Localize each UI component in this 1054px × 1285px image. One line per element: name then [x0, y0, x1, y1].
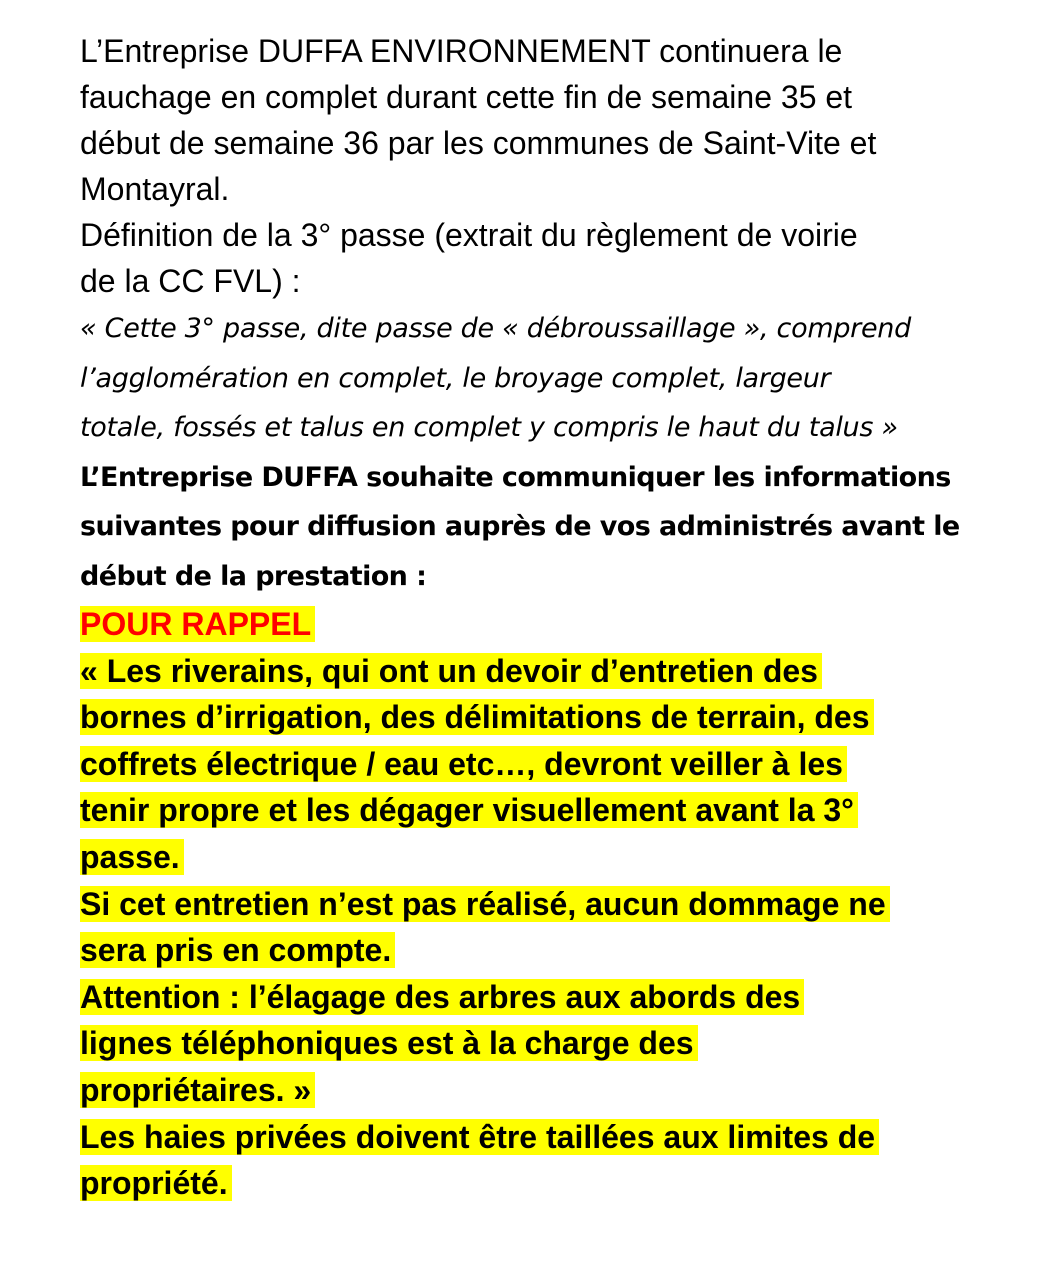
reminder-line: bornes d’irrigation, des délimitations de terrain, des — [80, 694, 1010, 741]
reminder-line: sera pris en compte. — [80, 927, 1010, 974]
reminder-section — [80, 601, 1010, 1207]
quote-line: l’agglomération en complet, le broyage complet, largeur — [80, 362, 831, 394]
reminder-title: POUR RAPPEL — [80, 606, 315, 642]
reminder-line: Si cet entretien n’est pas réalisé, aucun dommage ne — [80, 881, 1010, 928]
announcement-line: L’Entreprise DUFFA souhaite communiquer les informations — [80, 461, 951, 493]
reminder-line: coffrets électrique / eau etc…, devront veiller à les — [80, 741, 1010, 788]
reminder-line: passe. — [80, 834, 1010, 881]
reminder-line: « Les riverains, qui ont un devoir d’entretien des — [80, 648, 1010, 695]
reminder-line: Les haies privées doivent être taillées aux limites de — [80, 1114, 1010, 1161]
definition-line: de la CC FVL) : — [80, 263, 301, 299]
regulation-quote — [80, 304, 1010, 453]
quote-line: « Cette 3° passe, dite passe de « débroussaillage », comprend — [80, 313, 911, 344]
intro-line: L’Entreprise DUFFA ENVIRONNEMENT continuera le — [80, 33, 843, 69]
document-page — [80, 28, 1010, 1207]
announcement-line: suivantes pour diffusion auprès de vos administrés avant le — [80, 511, 960, 542]
reminder-line: propriétaires. » — [80, 1067, 1010, 1114]
intro-line: fauchage en complet durant cette fin de semaine 35 et — [80, 79, 853, 115]
reminder-line: lignes téléphoniques est à la charge des — [80, 1020, 1010, 1067]
intro-line: début de semaine 36 par les communes de Saint-Vite et — [80, 125, 877, 161]
reminder-line: propriété. — [80, 1160, 1010, 1207]
intro-paragraph — [80, 28, 1010, 304]
reminder-title-line — [80, 601, 1010, 648]
reminder-line: Attention : l’élagage des arbres aux abords des — [80, 974, 1010, 1021]
announcement-line: début de la prestation : — [80, 560, 427, 592]
reminder-line: tenir propre et les dégager visuellement avant la 3° — [80, 787, 1010, 834]
company-announcement — [80, 453, 1010, 602]
quote-line: totale, fossés et talus en complet y compris le haut du talus » — [80, 412, 898, 443]
intro-line: Montayral. — [80, 171, 230, 207]
definition-line: Définition de la 3° passe (extrait du règlement de voirie — [80, 217, 858, 253]
